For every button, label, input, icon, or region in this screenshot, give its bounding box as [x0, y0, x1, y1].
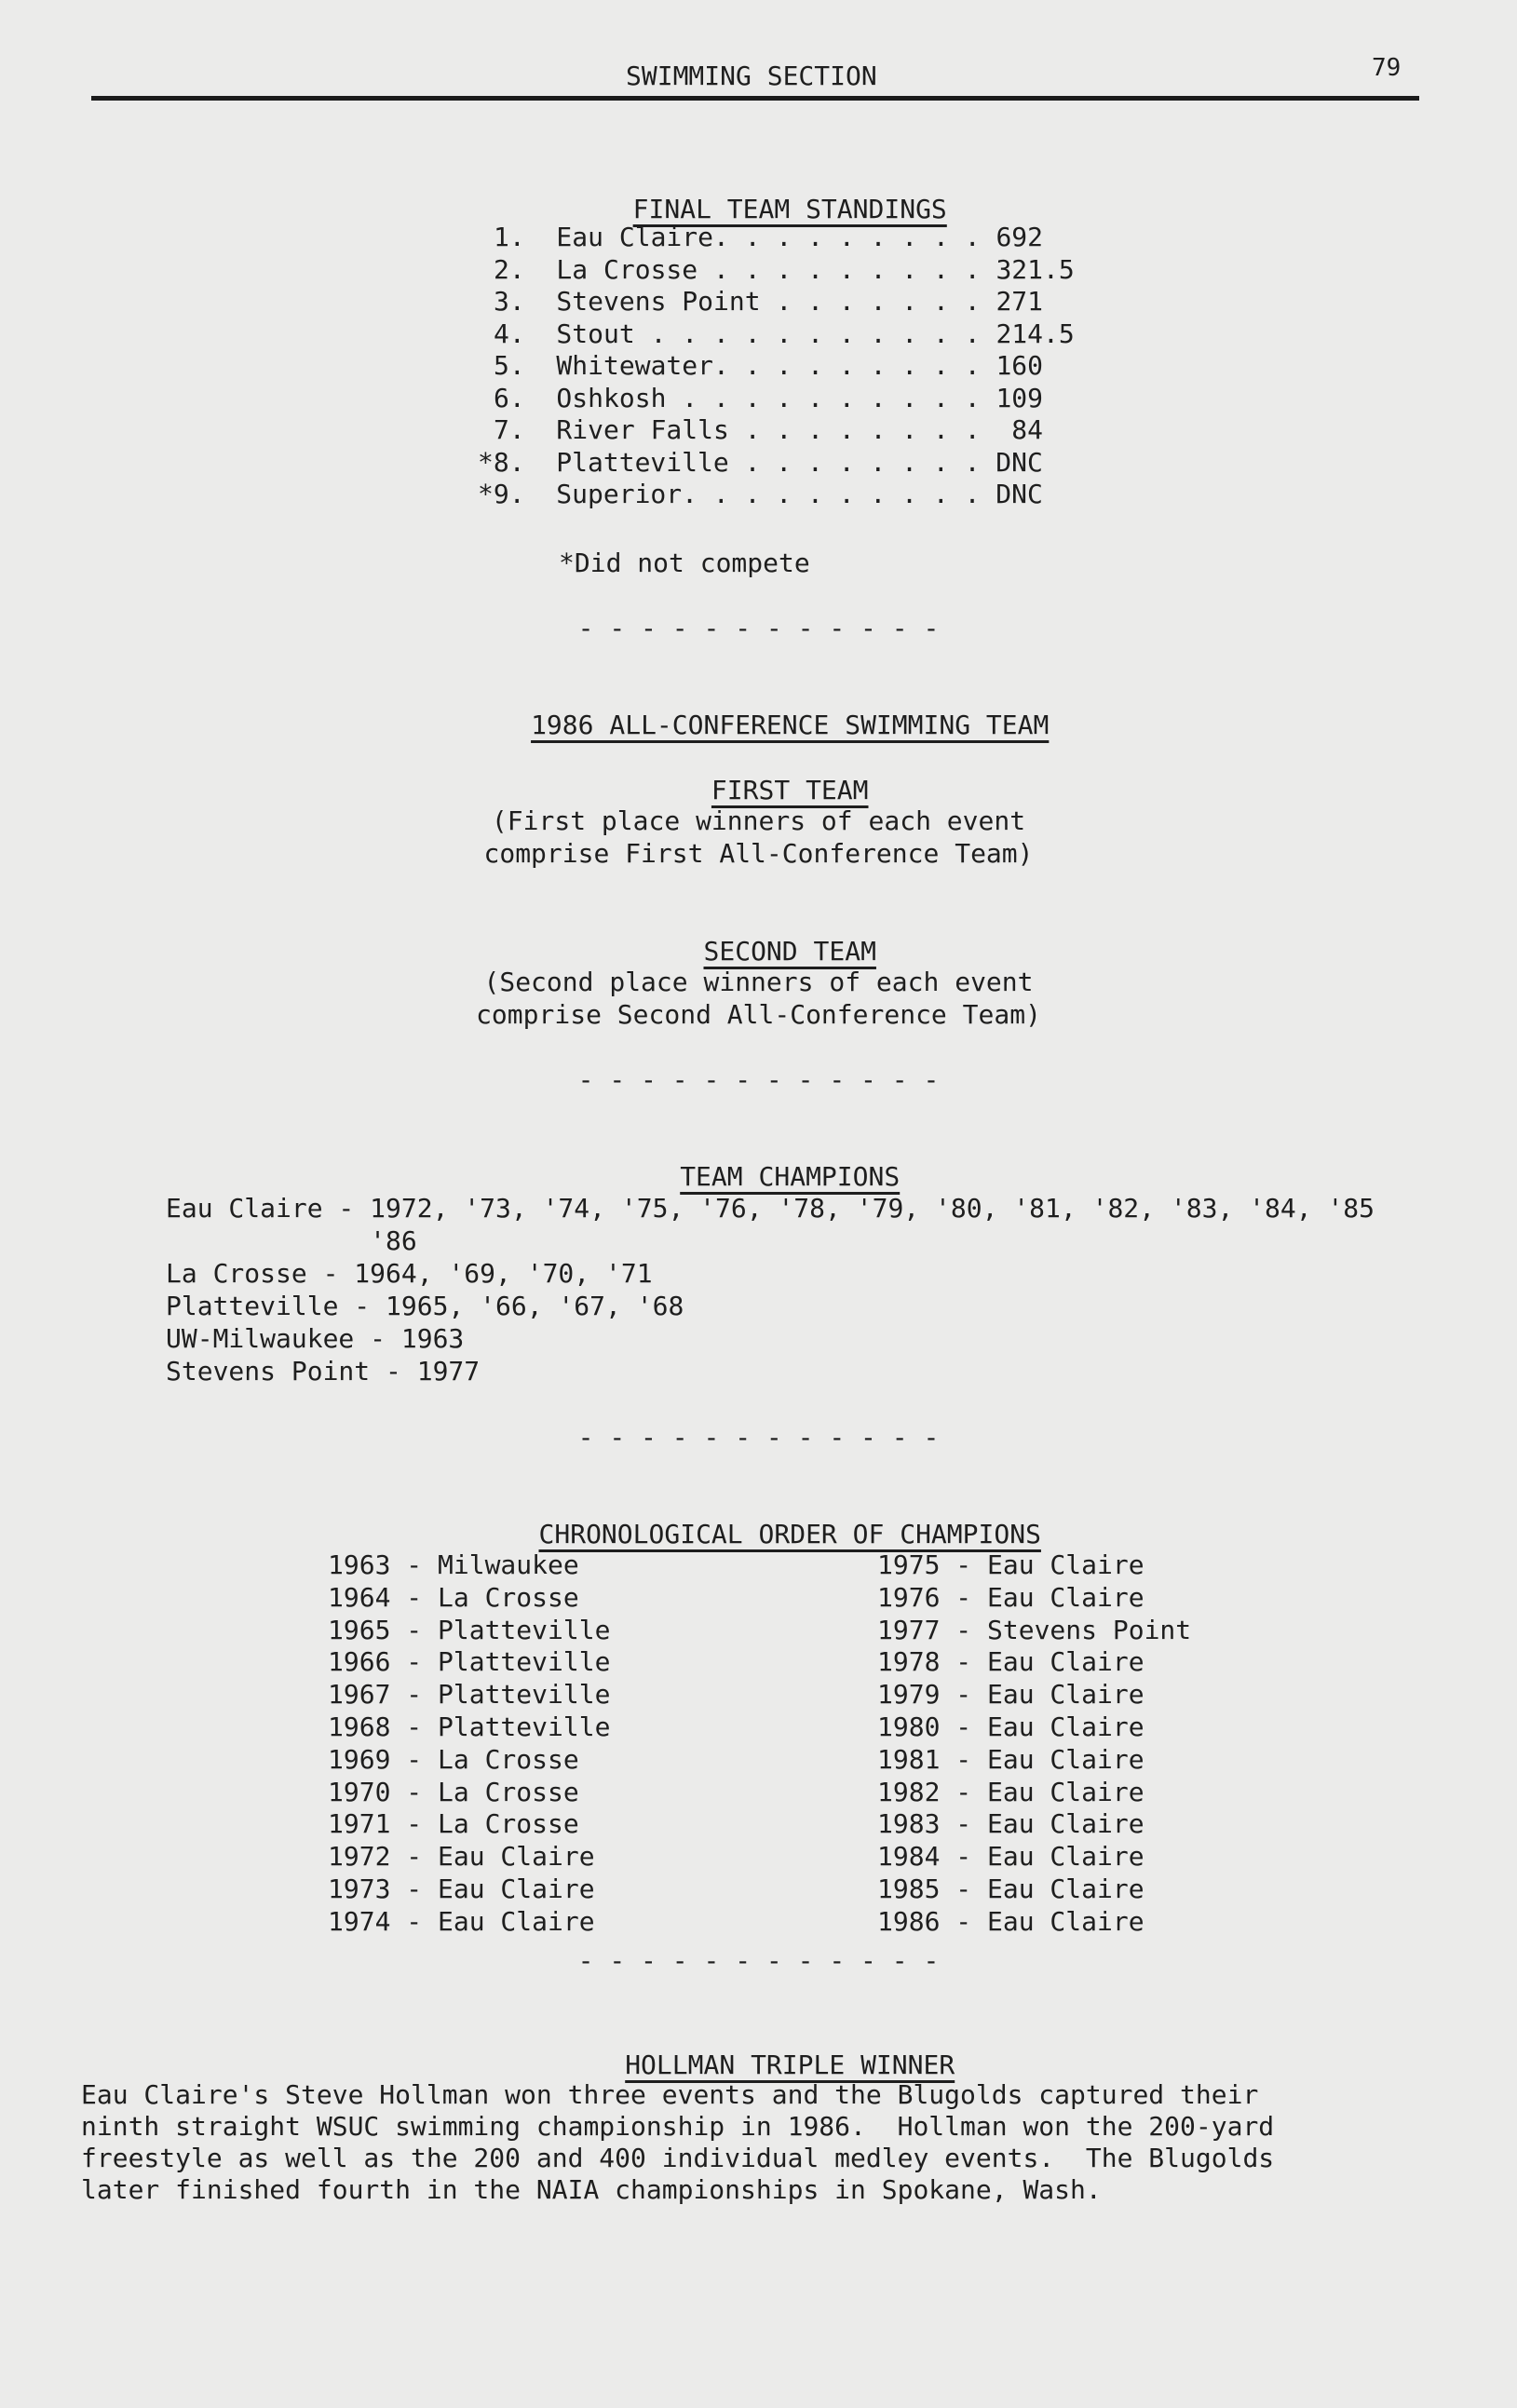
chronological-title: CHRONOLOGICAL ORDER OF CHAMPIONS — [538, 1519, 1041, 1549]
page-number: 79 — [1372, 54, 1402, 82]
chronology-entry: 1980 - Eau Claire — [877, 1711, 1145, 1742]
standings-row: 6. Oshkosh . . . . . . . . . . 109 — [494, 382, 1044, 413]
champion-line: UW-Milwaukee - 1963 — [166, 1323, 465, 1354]
first-team-note: comprise First All-Conference Team) — [483, 838, 1034, 869]
chronology-entry: 1974 - Eau Claire — [328, 1905, 595, 1937]
second-team-note: (Second place winners of each event — [483, 967, 1034, 997]
standings-row: *9. Superior. . . . . . . . . . DNC — [478, 479, 1043, 509]
paragraph-line: freestyle as well as the 200 and 400 individual medley events. The Blugolds — [81, 2143, 1275, 2173]
champion-line: Stevens Point - 1977 — [166, 1356, 481, 1387]
chronology-entry: 1978 - Eau Claire — [877, 1646, 1145, 1678]
separator-dashes: - - - - - - - - - - - - — [577, 1064, 940, 1095]
champion-line: Eau Claire - 1972, '73, '74, '75, '76, '78, '79, '80, '81, '82, '83, '84, '85 — [166, 1193, 1375, 1224]
paragraph-line: Eau Claire's Steve Hollman won three events and the Blugolds captured their — [81, 2079, 1259, 2110]
hollman-paragraph — [81, 2079, 1441, 2206]
chronology-entry: 1975 - Eau Claire — [877, 1549, 1145, 1580]
chronological-left-column — [328, 1549, 610, 1939]
chronological-right-column — [877, 1549, 1191, 1939]
separator-dashes: - - - - - - - - - - - - — [577, 613, 940, 643]
chronology-entry: 1972 - Eau Claire — [328, 1841, 595, 1873]
standings-row: 7. River Falls . . . . . . . . 84 — [494, 414, 1044, 445]
chronology-entry: 1969 - La Crosse — [328, 1743, 579, 1775]
chronology-entry: 1984 - Eau Claire — [877, 1841, 1145, 1873]
second-team-note: comprise Second All-Conference Team) — [476, 999, 1041, 1030]
standings-row: 4. Stout . . . . . . . . . . . 214.5 — [494, 318, 1075, 349]
chronology-entry: 1977 - Stevens Point — [877, 1614, 1192, 1645]
chronology-entry: 1971 - La Crosse — [328, 1808, 579, 1840]
separator-dashes: - - - - - - - - - - - - — [577, 1422, 940, 1453]
chronology-entry: 1963 - Milwaukee — [328, 1549, 579, 1580]
standings-row: *8. Platteville . . . . . . . . DNC — [478, 446, 1043, 478]
chronology-entry: 1965 - Platteville — [328, 1614, 611, 1645]
chronology-entry: 1964 - La Crosse — [328, 1581, 579, 1613]
standings-list — [478, 222, 1075, 511]
chronology-entry: 1973 - Eau Claire — [328, 1873, 595, 1904]
first-team-note: (First place winners of each event — [491, 805, 1026, 836]
chronology-entry: 1981 - Eau Claire — [877, 1743, 1145, 1775]
separator-dashes: - - - - - - - - - - - - — [577, 1945, 940, 1976]
champion-line: Platteville - 1965, '66, '67, '68 — [166, 1291, 684, 1321]
standings-footnote: *Did not compete — [559, 548, 810, 578]
chronology-entry: 1985 - Eau Claire — [877, 1873, 1145, 1904]
team-champions-list — [166, 1192, 1375, 1387]
standings-row: 3. Stevens Point . . . . . . . 271 — [494, 286, 1044, 317]
chronology-entry: 1979 - Eau Claire — [877, 1679, 1145, 1711]
paragraph-line: later finished fourth in the NAIA championships in Spokane, Wash. — [81, 2174, 1102, 2205]
champion-line: '86 — [166, 1225, 417, 1256]
hollman-title: HOLLMAN TRIPLE WINNER — [625, 2050, 955, 2080]
standings-row: 1. Eau Claire. . . . . . . . . 692 — [494, 222, 1044, 252]
chronology-entry: 1986 - Eau Claire — [877, 1905, 1145, 1937]
second-team-heading: SECOND TEAM — [703, 936, 876, 967]
chronology-entry: 1976 - Eau Claire — [877, 1581, 1145, 1613]
chronology-entry: 1982 - Eau Claire — [877, 1776, 1145, 1807]
all-conference-title: 1986 ALL-CONFERENCE SWIMMING TEAM — [531, 710, 1050, 740]
chronology-entry: 1968 - Platteville — [328, 1711, 611, 1742]
chronology-entry: 1970 - La Crosse — [328, 1776, 579, 1807]
chronology-entry: 1966 - Platteville — [328, 1646, 611, 1678]
chronology-entry: 1983 - Eau Claire — [877, 1808, 1145, 1840]
standings-row: 2. La Crosse . . . . . . . . . 321.5 — [494, 253, 1075, 285]
standings-row: 5. Whitewater. . . . . . . . . 160 — [494, 350, 1044, 381]
section-title: SWIMMING SECTION — [626, 61, 877, 91]
first-team-heading: FIRST TEAM — [711, 775, 869, 805]
chronology-entry: 1967 - Platteville — [328, 1679, 611, 1711]
team-champions-title: TEAM CHAMPIONS — [680, 1161, 901, 1192]
paragraph-line: ninth straight WSUC swimming championship in 1986. Hollman won the 200-yard — [81, 2111, 1275, 2142]
header-rule — [91, 96, 1419, 101]
final-standings-title: FINAL TEAM STANDINGS — [632, 194, 947, 224]
champion-line: La Crosse - 1964, '69, '70, '71 — [166, 1258, 653, 1289]
